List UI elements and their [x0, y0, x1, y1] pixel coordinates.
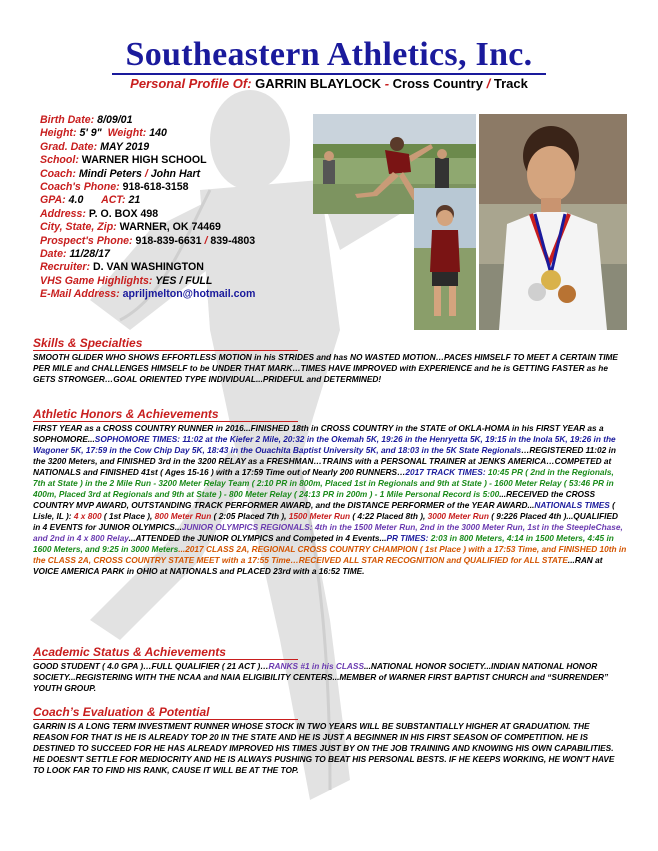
city-row: City, State, Zip: WARNER, OK 74469: [40, 221, 221, 234]
school-row: School: WARNER HIGH SCHOOL: [40, 154, 207, 167]
sport-1: Cross Country: [392, 76, 483, 91]
coach-evaluation-heading: Coach’s Evaluation & Potential: [33, 706, 298, 720]
academic-text: GOOD STUDENT ( 4.0 GPA )…FULL QUALIFIER ( 21 ACT )…RANKS #1 in his CLASS...NATIONAL HONOR SOCIETY...INDIAN NATIONAL HONOR SOCIETY...REGISTERING WITH THE NCAA and NAIA ELIGIBILITY CENTERS...MEMBER of WARNER FIRST BAPTIST CHURCH and “SURRENDER” YOUTH GROUP.: [33, 661, 609, 693]
coach-evaluation-section: [33, 706, 627, 776]
skills-heading: Skills & Specialties: [33, 337, 298, 351]
standing-photo: [414, 188, 476, 330]
height-weight-row: Height: 5' 9" Weight: 140: [40, 127, 167, 140]
honors-heading: Athletic Honors & Achievements: [33, 408, 298, 422]
prospect-phone-row: Prospect's Phone: 918-839-6631 / 839-4803: [40, 234, 256, 247]
recruiter-row: Recruiter: D. VAN WASHINGTON: [40, 261, 204, 274]
portrait-photo: [479, 114, 627, 330]
email-link[interactable]: apriljmelton@hotmail.com: [122, 288, 256, 301]
athlete-name: GARRIN BLAYLOCK: [255, 76, 382, 91]
skills-text: SMOOTH GLIDER WHO SHOWS EFFORTLESS MOTION in his STRIDES and has NO WASTED MOTION…PACES HIMSELF TO MEET A CERTAIN TIME PER MILE and CHALLENGES HIMSELF to be UNDER THAT MARK…TIMES HAVE IMPROVED with EXPERIENCE and he is GETTING FASTER as he GETS STRONGER…GOAL ORIENTED TYPE INDIVIDUAL...PRIDEFUL and DETERMINED!: [33, 352, 618, 384]
honors-section: [33, 408, 627, 577]
profile-info: [40, 114, 312, 302]
subtitle-prefix: Personal Profile Of:: [130, 76, 252, 91]
subtitle-slash: /: [486, 76, 491, 91]
honors-text: FIRST YEAR as a CROSS COUNTRY RUNNER in 2016...FINISHED 18th in CROSS COUNTRY in the STATE of OKLA-HOMA in his FIRST YEAR as a SOPHOMORE...SOPHOMORE TIMES: 11:02 at the Kiefer 2 Mile, 20:32 in the Okemah 5K, 19:26 in the Henryetta 5K, 19:15 in the Inola 5K, 19:26 in the Wagoner 5K, 17:59 in the Cow Chip Day 5K, 18:43 in the Ouachita Baptist University 5K, and 18:03 in the 5K State Regionals…REGISTERED 11:02 in the 3200 Meters, and FINISHED 3rd in the 3200 RELAY as a FRESHMAN…TRAINS with a PERSONAL TRAINER at JENKS AMERICA…COMPETED at NATIONALS and FINISHED 41st ( Ages 15-16 ) with a 17:59 Time out of Nearly 200 RUNNERS…2017 TRACK TIMES: 10:45 PR ( 2nd in the Regionals, 7th at State ) in the 2 Mile Run - 3200 Meter Relay Team ( 2:10 PR in 800m, Placed 1st in Regionals and 9th at State ) - 1600 Meter Relay ( 53:46 PR in 400m, Placed 3rd at Regionals and 9th at State ) - 800 Meter Relay ( 24:13 PR in 200m ) - 1 Mile Personal Record is 5:00...RECEIVED the CROSS COUNTRY MVP AWARD, OUTSTANDING TRACK PERFORMER AWARD, and the DISTANCE PERFORMER of the YEAR AWARD...NATIONALS TIMES ( Lisle, IL ): 4 x 800 ( 1st Place ), 800 Meter Run ( 2:05 Placed 7th ), 1500 Meter Run ( 4:22 Placed 8th ), 3000 Meter Run ( 9:226 Placed 4th )...QUALIFIED in 4 EVENTS for JUNIOR OLYMPICS...JUNIOR OLYMPICS REGIONALS: 4th in the 1500 Meter Run, 2nd in the 3000 Meter Run, 1st in the SteepleChase, and 2nd in 4 x 800 Relay...ATTENDED the JUNIOR OLYMPICS and Competed in 4 Events...PR TIMES: 2:03 in 800 Meters, 4:14 in 1500 Meters, 4:45 in 1600 Meters, and 9:25 in 3000 Meters...2017 CLASS 2A, REGIONAL CROSS COUNTRY CHAMPION ( 1st Place ) with a 17:53 Time, and FINISHED 10th in the CLASS 2A, CROSS COUNTRY STATE MEET with a 17:55 Time…RECEIVED ALL STAR RECOGNITION and QUALIFIED for ALL STATE...RAN at VOICE AMERICA PARK in OHIO at NATIONALS and PLACED 23rd with a 16:52 TIME.: [33, 423, 627, 576]
academic-section: [33, 646, 627, 694]
coach-phone-row: Coach's Phone: 918-618-3158: [40, 181, 189, 194]
birth-date-row: Birth Date: 8/09/01: [40, 114, 133, 126]
sport-2: Track: [493, 76, 528, 91]
address-row: Address: P. O. BOX 498: [40, 207, 159, 220]
skills-section: [33, 337, 627, 385]
email-row: E-Mail Address: apriljmelton@hotmail.com: [40, 288, 256, 301]
vhs-row: VHS Game Highlights: YES / FULL: [40, 274, 213, 287]
title-underline: [112, 73, 546, 75]
date-row: Date: 11/28/17: [40, 248, 110, 261]
gpa-act-row: GPA: 4.0 ACT: 21: [40, 194, 141, 207]
grad-date-row: Grad. Date: MAY 2019: [40, 140, 150, 153]
subtitle-dash: -: [384, 76, 390, 91]
profile-subtitle: [0, 76, 658, 91]
academic-heading: Academic Status & Achievements: [33, 646, 298, 660]
page-title: Southeastern Athletics, Inc.: [125, 36, 533, 73]
coach-evaluation-text: GARRIN IS A LONG TERM INVESTMENT RUNNER WHOSE STOCK IN TWO YEARS WILL BE SUBSTANTIALLY HIGHER AT GRADUATION. THE REASON FOR THAT IS HE IS ALREADY TOP 20 IN THE STATE AND HE IS JUST A BEGINNER IN HIS FIRST SEASON OF COMPETITION. HE IS DESTINED TO SUCCEED FOR HE HAS ALREADY IMPROVED HIS TIMES JUST BY ON THE JOB TRAINING AND KNOWING HIS OWN CAPABILITIES. HE DOESN'T SETTLE FOR MEDIOCRITY AND HE IS ALWAYS PUSHING TO BEAT HIS PERSONAL BESTS. IF HE KEEPS WORKING, HE WON'T HAVE TO LOOK FAR TO FIND HIS RANK, CAUSE IT WILL BE AT THE TOP.: [33, 721, 615, 775]
coach-row: Coach: Mindi Peters / John Hart: [40, 167, 201, 180]
